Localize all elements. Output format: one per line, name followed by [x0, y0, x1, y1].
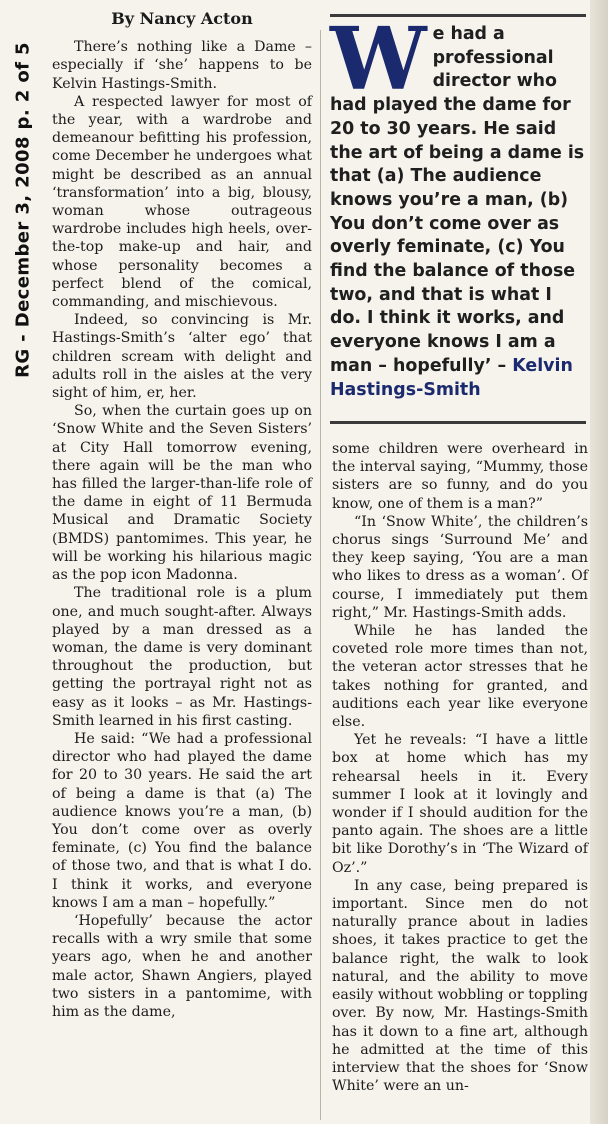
pull-quote [330, 9, 586, 424]
paragraph: Yet he reveals: “I have a little box at home which has my rehearsal heels in it. Every summer I look at it lovingly and wonder if I should audition for the panto again. The shoes are a little bit like Dorothy’s in ‘The Wizard of Oz’.” [332, 732, 588, 876]
archive-label-text: RG - December 3, 2008 p. 2 of 5 [12, 42, 34, 378]
archive-label [6, 30, 40, 390]
paragraph: In any case, being prepared is important. Since men do not naturally prance about in ladies shoes, it takes practice to get the balance right, the walk to look natural, and the ability to move easily without wobbling or toppling over. By now, Mr. Hastings-Smith has it down to a fine art, although he admitted at the time of this interview that the shoes for ‘Snow White’ were an un- [332, 877, 588, 1095]
paragraph: There’s nothing like a Dame – especially if ‘she’ happens to be Kelvin Hastings-Smith. [52, 39, 312, 92]
paragraph: ‘Hopefully’ because the actor recalls with a wry smile that some years ago, when he and another male actor, Shawn Angiers, played two sisters in a pantomime, with him as the dame, [52, 912, 312, 1020]
paragraph: The traditional role is a plum one, and much sought-after. Always played by a man dressed as a woman, the dame is very dominant throughout the production, but getting the portrayal right not as easy as it looks – as Mr. Hastings-Smith learned in his first casting. [52, 585, 312, 729]
paragraph: He said: “We had a professional director who had played the dame for 20 to 30 years. He said the art of being a dame is that (a) The audience knows you’re a man, (b) You don’t come over as overly feminate, (c) You find the balance of those two, and that is what I do. I think it works, and everyone knows I am a man – hopefully.” [52, 730, 312, 911]
drop-cap: W [330, 9, 427, 110]
paragraph: While he has landed the coveted role more times than not, the veteran actor stresses that he takes nothing for granted, and auditions each year like everyone else. [332, 623, 588, 731]
byline: By Nancy Acton [111, 9, 253, 28]
pull-quote-text: e had a professional director who had played the dame for 20 to 30 years. He said the art of being a dame is that (a) The audience knows you’re a man, (b) You don’t come over as overly feminate, (c) You find the balance of those two, and that is what I do. I think it works, and everyone knows I am a man – hopefully’ – [330, 24, 585, 376]
paragraph: “In ‘Snow White’, the children’s chorus sings ‘Surround Me’ and they keep saying, ‘You are a man who likes to dress as a woman’. Of course, I immediately put them right,” Mr. Hastings-Smith adds. [332, 513, 588, 621]
column-divider [320, 30, 321, 1120]
paragraph: So, when the curtain goes up on ‘Snow White and the Seven Sisters’ at City Hall tomorrow evening, there again will be the man who has filled the larger-than-life role of the dame in eight of 11 Bermuda Musical and Dramatic Society (BMDS) pantomimes. This year, he will be working his hilarious magic as the pop icon Madonna. [52, 403, 312, 584]
paragraph: some children were overheard in the interval saying, “Mummy, those sisters are so funny, and do you know, one of them is a man?” [332, 441, 588, 512]
article-left-column [52, 10, 312, 1021]
paper-edge [590, 0, 608, 1124]
paragraph: Indeed, so convincing is Mr. Hastings-Smith’s ‘alter ego’ that children scream with delight and adults roll in the aisles at the very sight of him, er, her. [52, 312, 312, 402]
article-right-column [332, 440, 588, 1095]
pull-quote-author: Kelvin Hastings-Smith [330, 355, 573, 400]
paragraph: A respected lawyer for most of the year, with a wardrobe and demeanour befitting his profession, come December he undergoes what might be described as an annual ‘transformation’ into a big, blousy, woman whose outrageous wardrobe includes high heels, over-the-top make-up and hair, and whose personality becomes a perfect blend of the comical, commanding, and mischievous. [52, 93, 312, 311]
